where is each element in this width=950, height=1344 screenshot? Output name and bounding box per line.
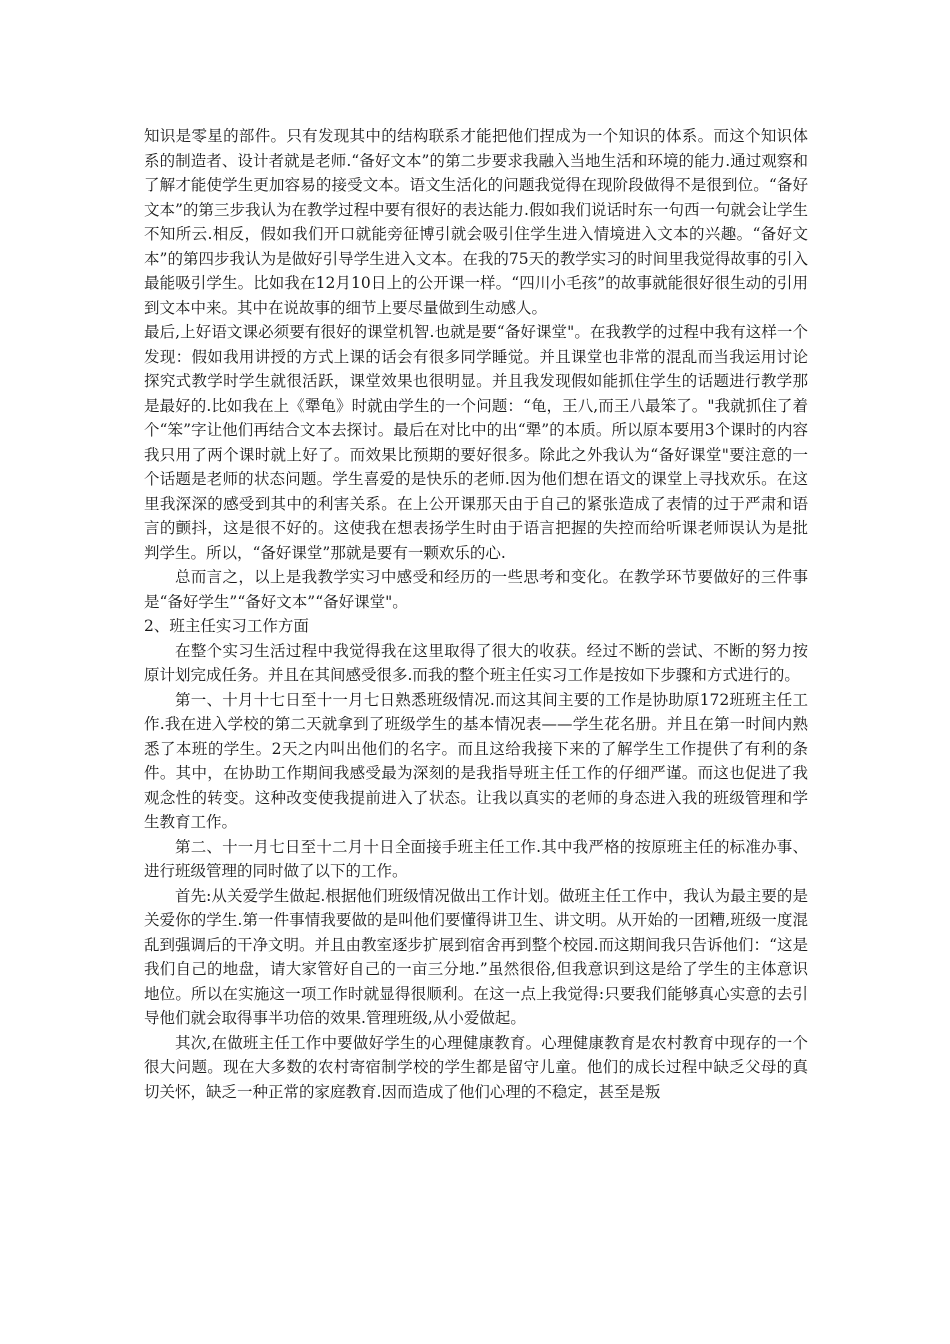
body-paragraph: 总而言之，以上是我教学实习中感受和经历的一些思考和变化。在教学环节要做好的三件事是“备好学生”“备好文本”“备好课堂"。 [144, 568, 808, 611]
document-page [144, 124, 808, 1104]
body-paragraph: 第一、十月十七日至十一月七日熟悉班级情况.而这其间主要的工作是协助原172班班主任工作.我在进入学校的第二天就拿到了班级学生的基本情况表——学生花名册。并且在第一时间内熟悉了本班的学生。2天之内叫出他们的名字。而且这给我接下来的了解学生工作提供了有利的条件。其中，在协助工作期间我感受最为深刻的是我指导班主任工作的仔细严谨。而这也促进了我观念性的转变。这种改变使我提前进入了状态。让我以真实的老师的身态进入我的班级管理和学生教育工作。 [144, 690, 808, 831]
section-heading: 2、班主任实习工作方面 [144, 617, 309, 635]
body-paragraph: 最后,上好语文课必须要有很好的课堂机智.也就是要“备好课堂"。在我教学的过程中我有这样一个发现：假如我用讲授的方式上课的话会有很多同学睡觉。并且课堂也非常的混乱而当我运用讨论探究式教学时学生就很活跃，课堂效果也很明显。并且我发现假如能抓住学生的话题进行教学那是最好的.比如我在上《犟龟》时就由学生的一个问题：“龟，王八,而王八最笨了。"我就抓住了着个“笨”字让他们再结合文本去探讨。最后在对比中的出“犟”的本质。所以原本要用3个课时的内容我只用了两个课时就上好了。而效果比预期的要好很多。除此之外我认为“备好课堂"要注意的一个话题是老师的状态问题。学生喜爱的是快乐的老师.因为他们想在语文的课堂上寻找欢乐。在这里我深深的感受到其中的利害关系。在上公开课那天由于自己的紧张造成了表情的过于严肃和语言的颤抖，这是很不好的。这使我在想表扬学生时由于语言把握的失控而给听课老师误认为是批判学生。所以，“备好课堂”那就是要有一颗欢乐的心. [144, 323, 808, 562]
body-paragraph: 首先:从关爱学生做起.根据他们班级情况做出工作计划。做班主任工作中，我认为最主要的是关爱你的学生.第一件事情我要做的是叫他们要懂得讲卫生、讲文明。从开始的一团糟,班级一度混乱到强调后的干净文明。并且由教室逐步扩展到宿舍再到整个校园.而这期间我只告诉他们：“这是我们自己的地盘，请大家管好自己的一亩三分地.”虽然很俗,但我意识到这是给了学生的主体意识地位。所以在实施这一项工作时就显得很顺利。在这一点上我觉得:只要我们能够真心实意的去引导他们就会取得事半功倍的效果.管理班级,从小爱做起。 [144, 886, 808, 1027]
body-paragraph: 其次,在做班主任工作中要做好学生的心理健康教育。心理健康教育是农村教育中现存的一个很大问题。现在大多数的农村寄宿制学校的学生都是留守儿童。他们的成长过程中缺乏父母的真切关怀，缺乏一种正常的家庭教育.因而造成了他们心理的不稳定，甚至是叛 [144, 1033, 808, 1101]
body-paragraph: 在整个实习生活过程中我觉得我在这里取得了很大的收获。经过不断的尝试、不断的努力按原计划完成任务。并且在其间感受很多.而我的整个班主任实习工作是按如下步骤和方式进行的。 [144, 641, 808, 684]
body-paragraph: 第二、十一月七日至十二月十日全面接手班主任工作.其中我严格的按原班主任的标准办事、进行班级管理的同时做了以下的工作。 [144, 837, 808, 880]
body-paragraph: 知识是零星的部件。只有发现其中的结构联系才能把他们捏成为一个知识的体系。而这个知识体系的制造者、设计者就是老师.“备好文本”的第二步要求我融入当地生活和环境的能力.通过观察和了解才能使学生更加容易的接受文本。语文生活化的问题我觉得在现阶段做得不是很到位。“备好文本”的第三步我认为在教学过程中要有很好的表达能力.假如我们说话时东一句西一句就会让学生不知所云.相反，假如我们开口就能旁征博引就会吸引住学生进入情境进入文本的兴趣。“备好文本”的第四步我认为是做好引导学生进入文本。在我的75天的教学实习的时间里我觉得故事的引入最能吸引学生。比如我在12月10日上的公开课一样。“四川小毛孩”的故事就能很好很生动的引用到文本中来。其中在说故事的细节上要尽量做到生动感人。 [144, 127, 808, 317]
